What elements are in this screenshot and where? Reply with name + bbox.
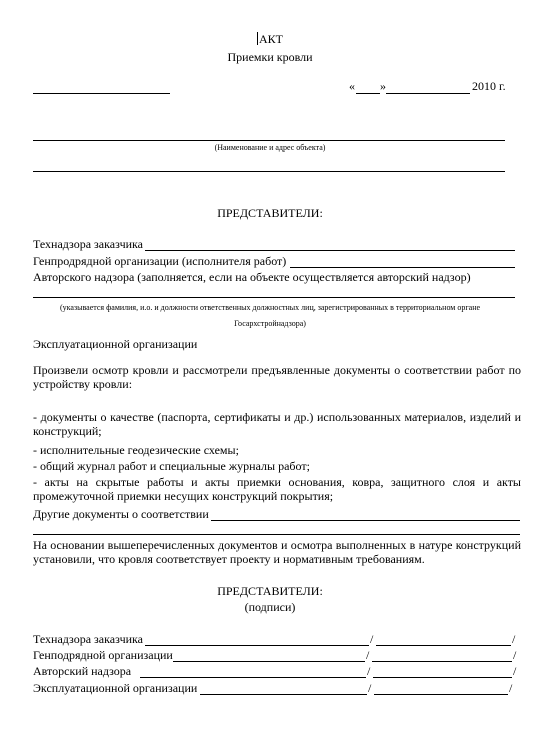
object-caption: (Наименование и адрес объекта) — [214, 143, 326, 152]
date-day-open: « — [349, 79, 355, 93]
sig-author-label: Авторский надзора — [33, 664, 132, 678]
rep-author-field[interactable] — [33, 297, 515, 298]
doc-item-hidden-works: - акты на скрытые работы и акты приемки основания, ковра, защитного слоя и акты промежуточной приемки несущих конструкций покрытия; — [33, 475, 521, 503]
sig-customer-signature-field[interactable] — [145, 645, 369, 646]
rep-contractor-field[interactable] — [290, 267, 515, 268]
inspection-paragraph: Произвели осмотр кровли и рассмотрели предъявленные документы о соответствии работ по устройству кровли: — [33, 363, 521, 391]
conclusion-paragraph: На основании вышеперечисленных документов и осмотра выполненных в натуре конструкций установили, что кровля соответствует проекту и нормативным требованиям. — [33, 538, 521, 566]
sig-contractor-signature-field[interactable] — [173, 661, 365, 662]
doc-item-quality: - документы о качестве (паспорта, сертификаты и др.) использованных материалов, изделий и конструкций; — [33, 410, 521, 438]
exploitation-org-label: Эксплуатационной организации — [33, 337, 198, 351]
object-name-field[interactable] — [33, 140, 505, 141]
sig-exploitation-slash-end: / — [509, 681, 513, 695]
other-docs-label: Другие документы о соответствии — [33, 507, 209, 521]
date-day-field[interactable] — [356, 93, 380, 94]
rep-contractor-label: Генпродрядной организации (исполнителя работ) — [33, 254, 287, 268]
sig-customer-slash: / — [370, 632, 374, 646]
sig-contractor-slash: / — [366, 648, 370, 662]
sig-author-slash: / — [367, 664, 371, 678]
representatives-heading: ПРЕДСТАВИТЕЛИ: — [217, 206, 323, 220]
date-day-close: » — [380, 79, 386, 93]
other-docs-field-2[interactable] — [33, 534, 520, 535]
sig-contractor-name-field[interactable] — [372, 661, 512, 662]
sig-exploitation-slash: / — [368, 681, 372, 695]
place-field[interactable] — [33, 93, 170, 94]
rep-author-label: Авторского надзора (заполняется, если на объекте осуществляется авторский надзор) — [33, 270, 471, 284]
sig-exploitation-label: Эксплуатационной организации — [33, 681, 198, 695]
sig-author-name-field[interactable] — [373, 677, 512, 678]
rep-customer-field[interactable] — [145, 250, 515, 251]
sig-customer-slash-end: / — [512, 632, 516, 646]
sig-author-slash-end: / — [513, 664, 517, 678]
other-docs-field[interactable] — [211, 520, 520, 521]
doc-item-geodetic: - исполнительные геодезические схемы; — [33, 443, 239, 457]
sig-contractor-label: Генподрядной организации — [33, 648, 173, 662]
sig-customer-label: Технадзора заказчика — [33, 632, 144, 646]
document-subtitle: Приемки кровли — [227, 50, 313, 64]
object-address-field[interactable] — [33, 171, 505, 172]
sig-customer-name-field[interactable] — [376, 645, 511, 646]
rep-customer-label: Технадзора заказчика — [33, 237, 144, 251]
date-year: 2010 г. — [472, 79, 506, 93]
rep-caption-2: Госархстройнадзора) — [234, 319, 306, 328]
signatures-subheading: (подписи) — [244, 600, 296, 614]
sig-exploitation-name-field[interactable] — [374, 694, 508, 695]
sig-exploitation-signature-field[interactable] — [200, 694, 367, 695]
sig-contractor-slash-end: / — [513, 648, 517, 662]
doc-item-journal: - общий журнал работ и специальные журналы работ; — [33, 459, 310, 473]
text-cursor — [257, 32, 258, 45]
sig-author-signature-field[interactable] — [140, 677, 366, 678]
rep-caption-1: (указывается фамилия, и.о. и должности ответственных должностных лиц, зарегистрированных в территориальном органе — [59, 303, 481, 312]
date-month-field[interactable] — [386, 93, 470, 94]
signatures-heading: ПРЕДСТАВИТЕЛИ: — [217, 584, 323, 598]
document-title: АКТ — [259, 32, 283, 46]
